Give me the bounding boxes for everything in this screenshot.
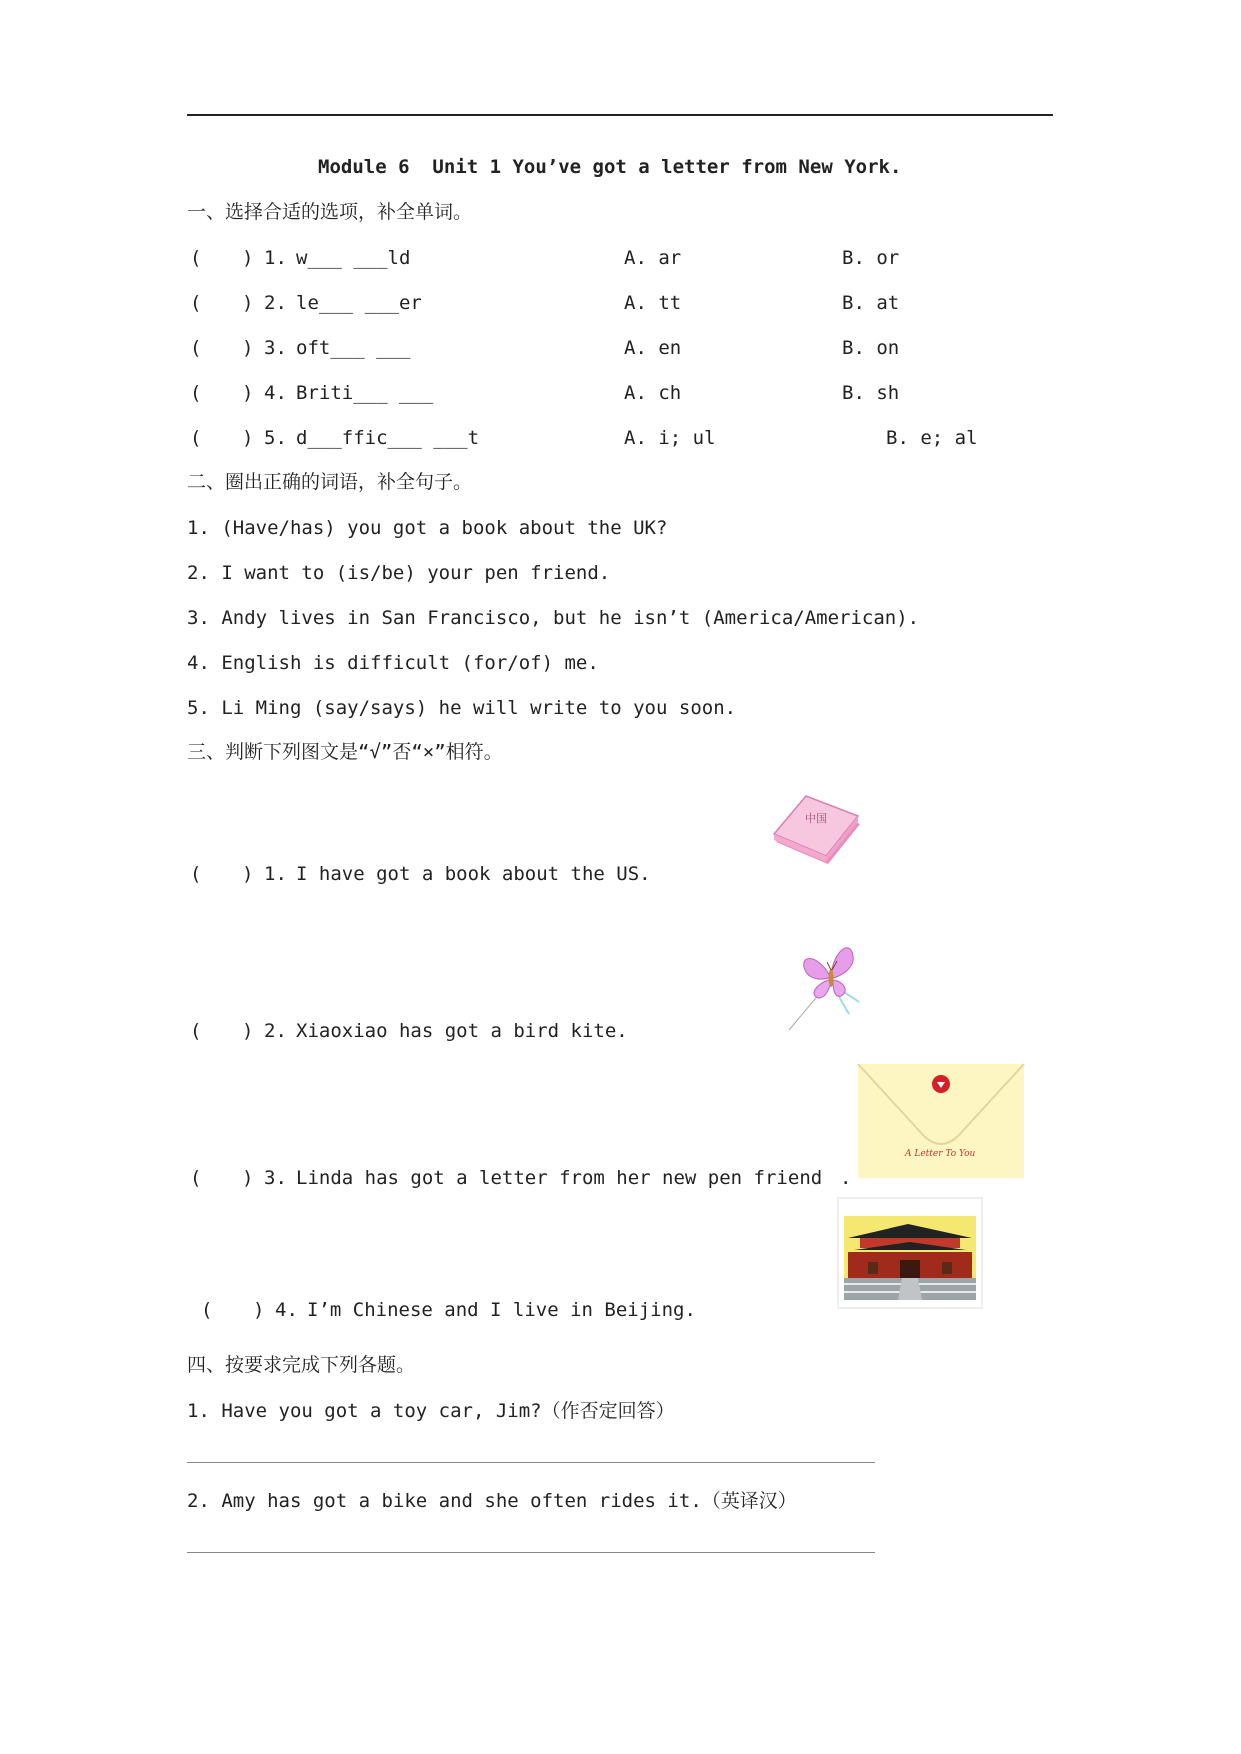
option-b: B. sh (842, 382, 900, 404)
section4-question-2: 2. Amy has got a bike and she often rides it.（英译汉） (187, 1490, 797, 1512)
section1-heading: 一、选择合适的选项，补全单词。 (187, 201, 473, 223)
item-number: 5. (264, 427, 287, 449)
item-word: oft___ ___ (296, 337, 411, 359)
item-text: I have got a book about the US. (296, 863, 651, 885)
option-b: B. at (842, 292, 900, 314)
page-title: Module 6 Unit 1 You’ve got a letter from New York. (318, 156, 902, 178)
item-number: 4. (264, 382, 287, 404)
item-number: 1. (264, 863, 287, 885)
item-word: Briti___ ___ (296, 382, 434, 404)
item-word: le___ ___er (296, 292, 422, 314)
section4-question-1: 1. Have you got a toy car, Jim?（作否定回答） (187, 1400, 675, 1422)
item-word: d___ffic___ ___t (296, 427, 480, 449)
item-word: w___ ___ld (296, 247, 411, 269)
item-number: 1. (264, 247, 287, 269)
answer-paren-close: ) (242, 337, 254, 359)
answer-line-2[interactable] (187, 1552, 875, 1553)
answer-paren-close: ) (253, 1299, 265, 1321)
section2-sentence-5: 5. Li Ming (say/says) he will write to you soon. (187, 697, 737, 719)
book-picture (768, 792, 862, 864)
item-number: 2. (264, 292, 287, 314)
answer-paren-open: ( (190, 247, 202, 269)
option-a: A. i; ul (624, 427, 716, 449)
envelope-picture (858, 1064, 1024, 1178)
option-b: B. or (842, 247, 900, 269)
item-text: I’m Chinese and I live in Beijing. (307, 1299, 696, 1321)
section2-sentence-3: 3. Andy lives in San Francisco, but he isn’t (America/American). (187, 607, 920, 629)
section2-sentence-1: 1. (Have/has) you got a book about the UK? (187, 517, 668, 539)
answer-paren-open: ( (190, 337, 202, 359)
answer-paren-open: ( (190, 292, 202, 314)
answer-paren-open: ( (201, 1299, 213, 1321)
answer-paren-close: ) (242, 863, 254, 885)
item-text: Xiaoxiao has got a bird kite. (296, 1020, 628, 1042)
item-trailing-period: . (840, 1167, 852, 1189)
answer-paren-close: ) (242, 292, 254, 314)
answer-paren-open: ( (190, 1020, 202, 1042)
answer-line-1[interactable] (187, 1462, 875, 1463)
section2-sentence-2: 2. I want to (is/be) your pen friend. (187, 562, 611, 584)
answer-paren-open: ( (190, 1167, 202, 1189)
option-a: A. ch (624, 382, 682, 404)
option-a: A. en (624, 337, 682, 359)
option-b: B. on (842, 337, 900, 359)
tiananmen-picture (838, 1198, 982, 1308)
envelope-caption: A Letter To You (905, 1149, 976, 1159)
butterfly-kite-picture (785, 934, 865, 1034)
item-number: 3. (264, 337, 287, 359)
item-number: 4. (275, 1299, 298, 1321)
option-a: A. tt (624, 292, 682, 314)
item-number: 2. (264, 1020, 287, 1042)
option-b: B. e; al (886, 427, 978, 449)
answer-paren-close: ) (242, 247, 254, 269)
answer-paren-close: ) (242, 1020, 254, 1042)
book-cover-label: 中国 (805, 812, 827, 825)
top-rule (187, 114, 1053, 116)
section2-heading: 二、圈出正确的词语，补全句子。 (187, 471, 473, 493)
section2-sentence-4: 4. English is difficult (for/of) me. (187, 652, 599, 674)
answer-paren-close: ) (242, 427, 254, 449)
section4-heading: 四、按要求完成下列各题。 (187, 1354, 416, 1376)
answer-paren-close: ) (242, 382, 254, 404)
item-number: 3. (264, 1167, 287, 1189)
item-text: Linda has got a letter from her new pen friend (296, 1167, 823, 1189)
answer-paren-open: ( (190, 382, 202, 404)
answer-paren-close: ) (242, 1167, 254, 1189)
answer-paren-open: ( (190, 863, 202, 885)
option-a: A. ar (624, 247, 682, 269)
answer-paren-open: ( (190, 427, 202, 449)
section3-heading: 三、判断下列图文是“√”否“×”相符。 (187, 741, 503, 763)
